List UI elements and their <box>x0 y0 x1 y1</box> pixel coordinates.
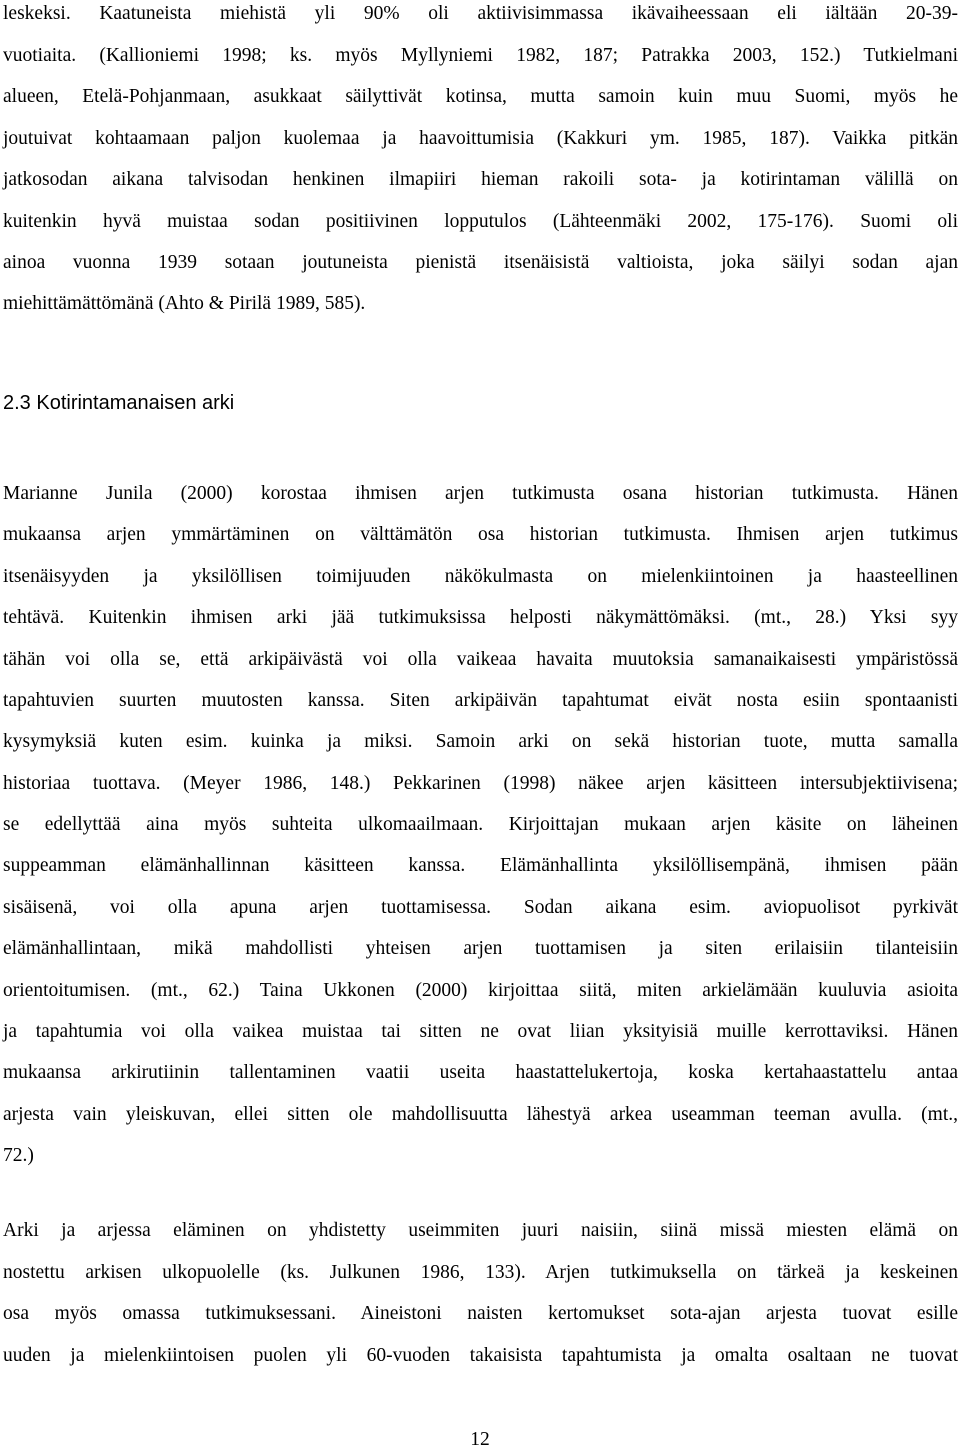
text-line: joutuivat kohtaamaan paljon kuolemaa ja haavoittumisia (Kakkuri ym. 1985, 187). Vaikka pitkän <box>3 128 958 149</box>
text-line: Arki ja arjessa eläminen on yhdistetty useimmiten juuri naisiin, siinä missä miesten elämä on <box>3 1220 958 1241</box>
text-line: uuden ja mielenkiintoisen puolen yli 60-vuoden takaisista tapahtumista ja omalta osaltaan ne tuovat <box>3 1345 958 1366</box>
text-line: arjesta vain yleiskuvan, ellei sitten ole mahdollisuutta lähestyä arkea useamman teeman avulla. (mt., <box>3 1104 958 1125</box>
text-line: kysymyksiä kuten esim. kuinka ja miksi. Samoin arki on sekä historian tuote, mutta samalla <box>3 731 958 752</box>
section-heading: 2.3 Kotirintamanaisen arki <box>3 392 235 414</box>
text-line: leskeksi. Kaatuneista miehistä yli 90% oli aktiivisimmassa ikävaiheessaan eli iältään 20-39- <box>3 3 958 24</box>
text-line: suppeamman elämänhallinnan käsitteen kanssa. Elämänhallinta yksilöllisempänä, ihmisen pään <box>3 855 958 876</box>
text-line: 72.) <box>3 1145 34 1166</box>
text-line: orientoitumisen. (mt., 62.) Taina Ukkonen (2000) kirjoittaa siitä, miten arkielämään kuuluvia asioita <box>3 980 958 1001</box>
text-line: sisäisenä, voi olla apuna arjen tuottamisessa. Sodan aikana esim. aviopuolisot pyrkivät <box>3 897 958 918</box>
text-line: mukaansa arkirutiinin tallentaminen vaatii useita haastattelukertoja, koska kertahaastattelu antaa <box>3 1062 958 1083</box>
text-line: ja tapahtumia voi olla vaikea muistaa tai sitten ne ovat liian yksityisiä muille kerrottaviksi. Hänen <box>3 1021 958 1042</box>
text-line: itsenäisyyden ja yksilöllisen toimijuuden näkökulmasta on mielenkiintoinen ja haasteellinen <box>3 566 958 587</box>
text-line: mukaansa arjen ymmärtäminen on välttämätön osa historian tutkimusta. Ihmisen arjen tutkimus <box>3 524 958 545</box>
text-line: tähän voi olla se, että arkipäivästä voi olla vaikeaa havaita muutoksia samanaikaisesti ympäristössä <box>3 649 958 670</box>
text-line: tehtävä. Kuitenkin ihmisen arki jää tutkimuksissa helposti näkymättömäksi. (mt., 28.) Yksi syy <box>3 607 958 628</box>
text-line: nostettu arkisen ulkopuolelle (ks. Julkunen 1986, 133). Arjen tutkimuksella on tärkeä ja keskeinen <box>3 1262 958 1283</box>
text-line: historiaa tuottava. (Meyer 1986, 148.) Pekkarinen (1998) näkee arjen käsitteen intersubjektiivisena; <box>3 773 958 794</box>
text-line: osa myös omassa tutkimuksessani. Aineistoni naisten kertomukset sota-ajan arjesta tuovat esille <box>3 1303 958 1324</box>
text-line: jatkosodan aikana talvisodan henkinen ilmapiiri hieman rakoili sota- ja kotirintaman välillä on <box>3 169 958 190</box>
text-line: alueen, Etelä-Pohjanmaan, asukkaat säilyttivät kotinsa, mutta samoin kuin muu Suomi, myös he <box>3 86 958 107</box>
text-line: tapahtuvien suurten muutosten kanssa. Siten arkipäivän tapahtumat eivät nosta esiin spontaanisti <box>3 690 958 711</box>
text-line: se edellyttää aina myös suhteita ulkomaailmaan. Kirjoittajan mukaan arjen käsite on läheinen <box>3 814 958 835</box>
text-line: Marianne Junila (2000) korostaa ihmisen arjen tutkimusta osana historian tutkimusta. Hänen <box>3 483 958 504</box>
text-line: ainoa vuonna 1939 sotaan joutuneista pienistä itsenäisistä valtioista, joka säilyi sodan ajan <box>3 252 958 273</box>
text-line: miehittämättömänä (Ahto & Pirilä 1989, 585). <box>3 293 366 314</box>
text-line: elämänhallintaan, mikä mahdollisti yhteisen arjen tuottamisen ja siten erilaisiin tilanteisiin <box>3 938 958 959</box>
text-line: vuotiaita. (Kallioniemi 1998; ks. myös Myllyniemi 1982, 187; Patrakka 2003, 152.) Tutkielmani <box>3 45 958 66</box>
page-number: 12 <box>470 1429 490 1450</box>
text-line: kuitenkin hyvä muistaa sodan positiivinen lopputulos (Lähteenmäki 2002, 175-176). Suomi oli <box>3 211 958 232</box>
